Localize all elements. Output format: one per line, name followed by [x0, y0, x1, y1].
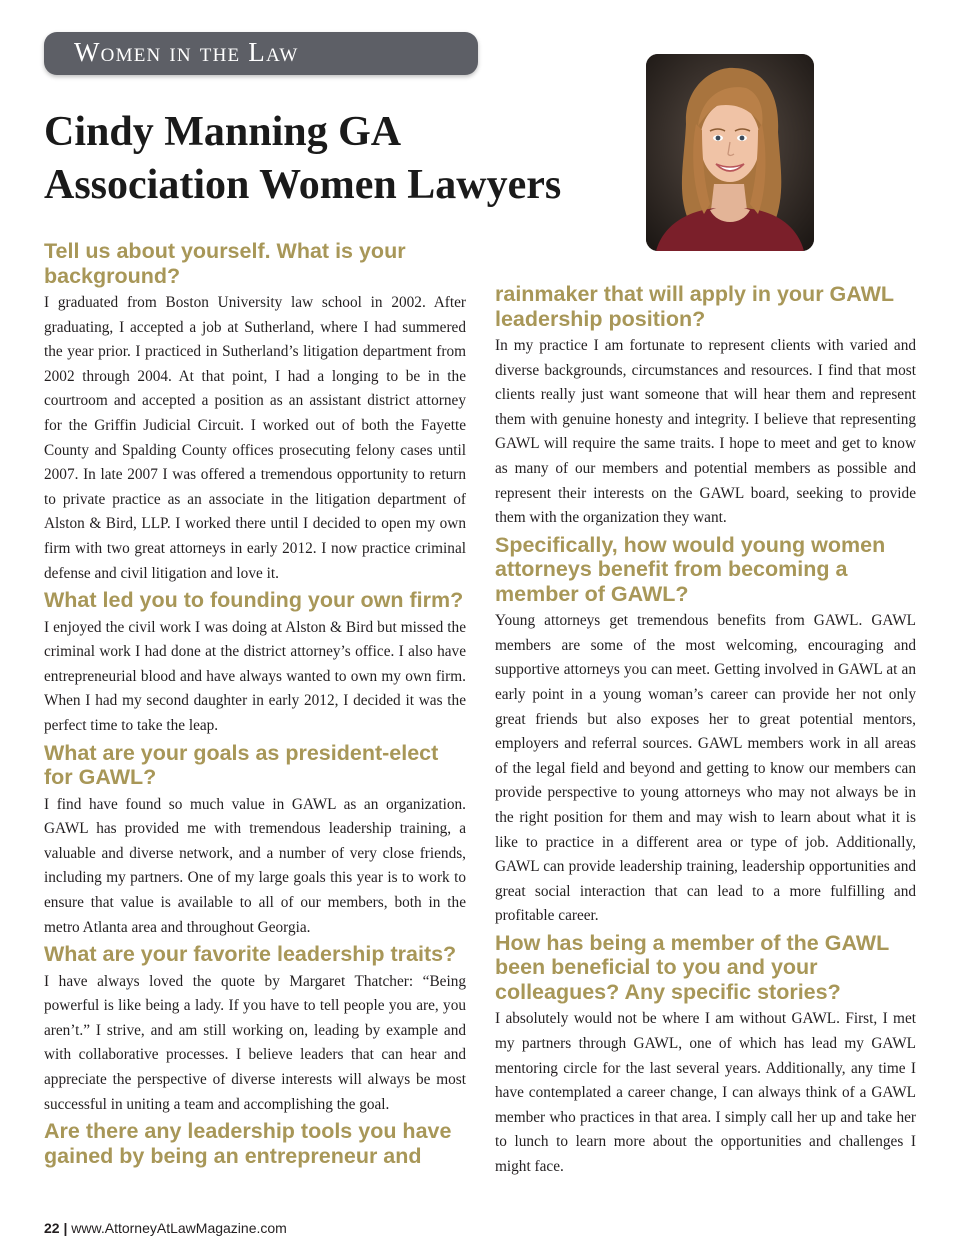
section-banner: [44, 32, 478, 75]
page-number: 22: [44, 1220, 60, 1236]
article-title: [44, 106, 604, 212]
question-heading: What are your favorite leadership traits?: [44, 942, 457, 967]
question-heading: Tell us about yourself. What is your background?: [44, 239, 406, 288]
question-heading: Specifically, how would young women attorneys benefit from becoming a member of GAWL?: [495, 532, 886, 606]
left-column: [44, 239, 466, 1168]
answer-paragraph: I absolutely would not be where I am without GAWL. First, I met my partners through GAWL, one of which has lead my GAWL mentoring circle for the last several years. Additionally, any time I have contemplated a career change, I can always think of a GAWL member who practices in that area. I simply call her up and take her to lunch to learn more about the opportunities and challenges I might face.: [495, 1010, 916, 1176]
portrait-illustration: [646, 54, 814, 251]
answer-paragraph: Young attorneys get tremendous benefits from GAWL. GAWL members are some of the most welcoming, encouraging and supportive attorneys you can meet. Getting involved in GAWL at an early point in a young woman’s career can provide her not only great friends but also exposes her to great potential mentors, employers and referral sources. GAWL members work in all areas of the legal field and beyond and getting to know our members can provide perspective to young attorneys who may not always be in the right position for them and may wish to learn about what it is like to practice in a different area or type of job. Additionally, GAWL can provide leadership training, leadership opportunities and great social interaction that can lead to a more fulfilling and profitable career.: [495, 612, 916, 925]
page-footer: [44, 1220, 287, 1236]
question-heading: rainmaker that will apply in your GAWL leadership position?: [495, 282, 894, 331]
question-heading: How has being a member of the GAWL been beneficial to you and your colleagues? Any specific stories?: [495, 930, 889, 1004]
question-heading: What led you to founding your own firm?: [44, 588, 464, 613]
answer-paragraph: I have always loved the quote by Margaret Thatcher: “Being powerful is like being a lady. If you have to tell people you are, you aren’t.” I strive, and am still working on, leading by example and with collaborative processes. I believe leaders that can hear and appreciate the perspective of diverse interests will always be most successful in uniting a team and accomplishing the goal.: [44, 972, 466, 1113]
portrait-photo: [646, 54, 814, 251]
answer-paragraph: In my practice I am fortunate to represent clients with varied and diverse backgrounds, circumstances and resources. I find that most clients really just want someone that will hear them and represent them with genuine honesty and integrity. I believe that representing GAWL will require the same traits. I hope to meet and get to know as many of our members and potential members as possible and represent their interests on the GAWL board, seeking to provide them with the organization they want.: [495, 337, 916, 527]
footer-separator: |: [63, 1220, 68, 1236]
article-title-line: Cindy Manning GA: [44, 109, 402, 155]
answer-paragraph: I graduated from Boston University law school in 2002. After graduating, I accepted a job at Sutherland, where I had summered the year prior. I practiced in Sutherland’s litigation department from 2002 through 2004. At that point, I had a longing to be in the courtroom and accepted a position as an assistant district attorney for the Griffin Judicial Circuit. I worked out of both the Fayette County and Spalding County offices prosecuting felony cases until 2007. In late 2007 I was offered a tremendous opportunity to return to private practice as an associate in the litigation department of Alston & Bird, LLP. I worked there until I decided to open my own firm with two great attorneys in early 2012. I now practice criminal defense and civil litigation and love it.: [44, 294, 466, 582]
question-heading: What are your goals as president-elect for GAWL?: [44, 740, 439, 790]
section-banner-label: Women in the Law: [74, 37, 299, 67]
answer-paragraph: I find have found so much value in GAWL as an organization. GAWL has provided me with tremendous leadership training, a valuable and diverse network, and a number of very close friends, including my partners. One of my large goals this year is to work to ensure that value is available to all of our members, both in the metro Atlanta area and throughout Georgia.: [44, 795, 466, 936]
article-title-line: Association Women Lawyers: [44, 162, 562, 208]
right-column: [495, 282, 916, 1180]
magazine-url: www.AttorneyAtLawMagazine.com: [71, 1220, 287, 1236]
question-heading: Are there any leadership tools you have gained by being an entrepreneur and: [44, 1119, 452, 1168]
answer-paragraph: I enjoyed the civil work I was doing at Alston & Bird but missed the criminal work I had done at the district attorney’s office. I also have entrepreneurial blood and have always wanted to own my own firm. When I had my second daughter in early 2012, I decided it was the perfect time to take the leap.: [44, 618, 466, 734]
